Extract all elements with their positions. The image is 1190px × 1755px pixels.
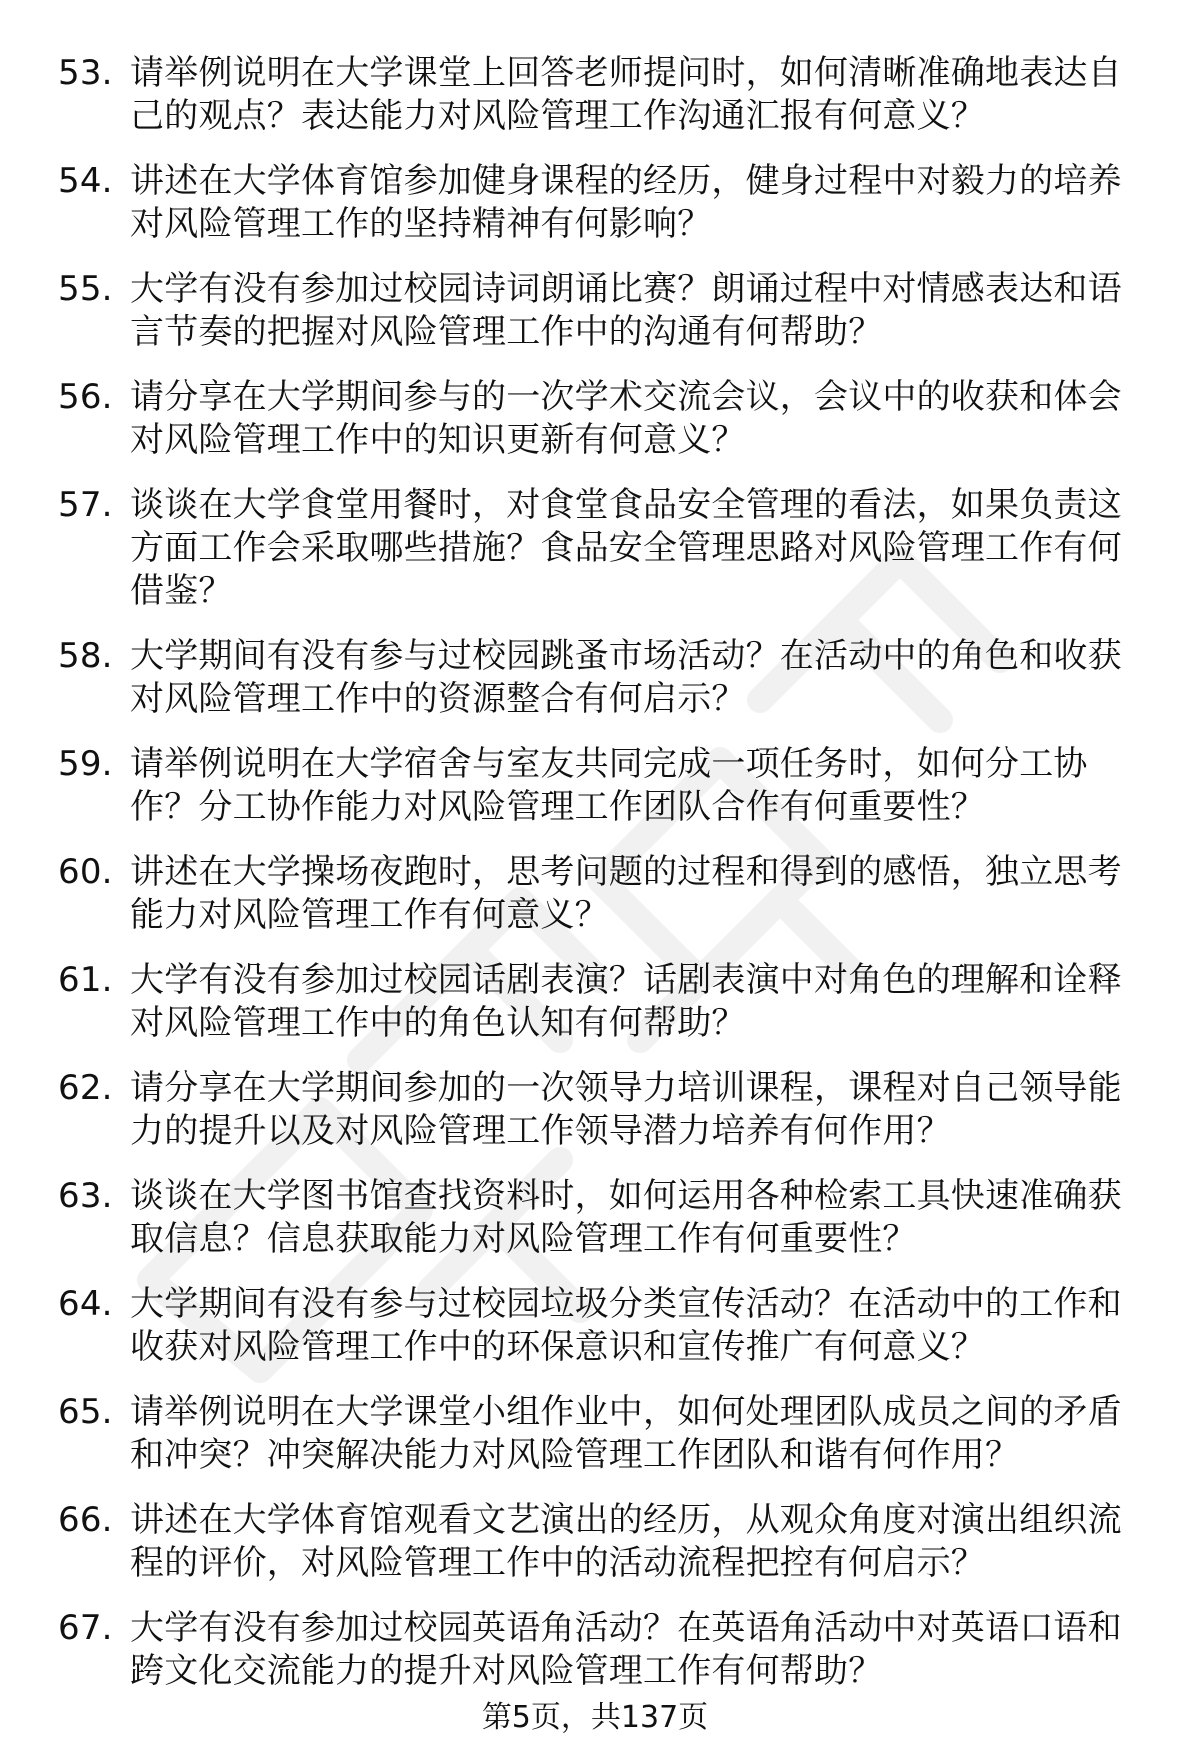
question-item <box>58 268 1148 354</box>
question-number: 53. <box>58 53 113 93</box>
question-text: 请举例说明在大学课堂上回答老师提问时，如何清晰准确地表达自己的观点？表达能力对风险管理工作沟通汇报有何意义？ <box>130 53 1122 136</box>
question-text: 请举例说明在大学课堂小组作业中，如何处理团队成员之间的矛盾和冲突？冲突解决能力对风险管理工作团队和谐有何作用？ <box>130 1392 1122 1475</box>
question-number: 63. <box>58 1176 113 1216</box>
question-text: 谈谈在大学食堂用餐时，对食堂食品安全管理的看法，如果负责这方面工作会采取哪些措施？食品安全管理思路对风险管理工作有何借鉴？ <box>130 485 1122 611</box>
question-item <box>58 1067 1148 1153</box>
question-item <box>58 376 1148 462</box>
question-item <box>58 635 1148 721</box>
question-item <box>58 160 1148 246</box>
question-number: 61. <box>58 960 113 1000</box>
question-text: 请分享在大学期间参与的一次学术交流会议，会议中的收获和体会对风险管理工作中的知识更新有何意义？ <box>130 377 1122 460</box>
question-text: 大学期间有没有参与过校园垃圾分类宣传活动？在活动中的工作和收获对风险管理工作中的环保意识和宣传推广有何意义？ <box>130 1284 1122 1367</box>
question-text: 谈谈在大学图书馆查找资料时，如何运用各种检索工具快速准确获取信息？信息获取能力对风险管理工作有何重要性？ <box>130 1176 1122 1259</box>
question-number: 62. <box>58 1068 113 1108</box>
question-item <box>58 851 1148 937</box>
question-number: 56. <box>58 377 113 417</box>
question-text: 讲述在大学操场夜跑时，思考问题的过程和得到的感悟，独立思考能力对风险管理工作有何意义？ <box>130 852 1122 935</box>
question-text: 大学有没有参加过校园话剧表演？话剧表演中对角色的理解和诠释对风险管理工作中的角色认知有何帮助？ <box>130 960 1122 1043</box>
question-list <box>58 52 1148 1715</box>
question-item <box>58 1175 1148 1261</box>
question-text: 请举例说明在大学宿舍与室友共同完成一项任务时，如何分工协作？分工协作能力对风险管理工作团队合作有何重要性？ <box>130 744 1088 827</box>
page-footer: 第5页，共137页 <box>481 1700 709 1735</box>
question-number: 65. <box>58 1392 113 1432</box>
question-item <box>58 1499 1148 1585</box>
question-text: 大学有没有参加过校园英语角活动？在英语角活动中对英语口语和跨文化交流能力的提升对风险管理工作有何帮助？ <box>130 1608 1122 1691</box>
question-number: 57. <box>58 485 113 525</box>
question-number: 60. <box>58 852 113 892</box>
question-text: 请分享在大学期间参加的一次领导力培训课程，课程对自己领导能力的提升以及对风险管理工作领导潜力培养有何作用？ <box>130 1068 1122 1151</box>
question-item <box>58 1391 1148 1477</box>
question-item <box>58 1283 1148 1369</box>
question-text: 讲述在大学体育馆参加健身课程的经历，健身过程中对毅力的培养对风险管理工作的坚持精神有何影响？ <box>130 161 1122 244</box>
question-text: 讲述在大学体育馆观看文艺演出的经历，从观众角度对演出组织流程的评价，对风险管理工作中的活动流程把控有何启示？ <box>130 1500 1122 1583</box>
question-item <box>58 743 1148 829</box>
question-item <box>58 1607 1148 1693</box>
question-item <box>58 52 1148 138</box>
question-number: 66. <box>58 1500 113 1540</box>
question-text: 大学有没有参加过校园诗词朗诵比赛？朗诵过程中对情感表达和语言节奏的把握对风险管理工作中的沟通有何帮助？ <box>130 269 1122 352</box>
question-item <box>58 959 1148 1045</box>
question-number: 55. <box>58 269 113 309</box>
question-number: 59. <box>58 744 113 784</box>
question-number: 54. <box>58 161 113 201</box>
question-number: 64. <box>58 1284 113 1324</box>
question-number: 58. <box>58 636 113 676</box>
question-text: 大学期间有没有参与过校园跳蚤市场活动？在活动中的角色和收获对风险管理工作中的资源整合有何启示？ <box>130 636 1122 719</box>
question-number: 67. <box>58 1608 113 1648</box>
question-item <box>58 484 1148 613</box>
